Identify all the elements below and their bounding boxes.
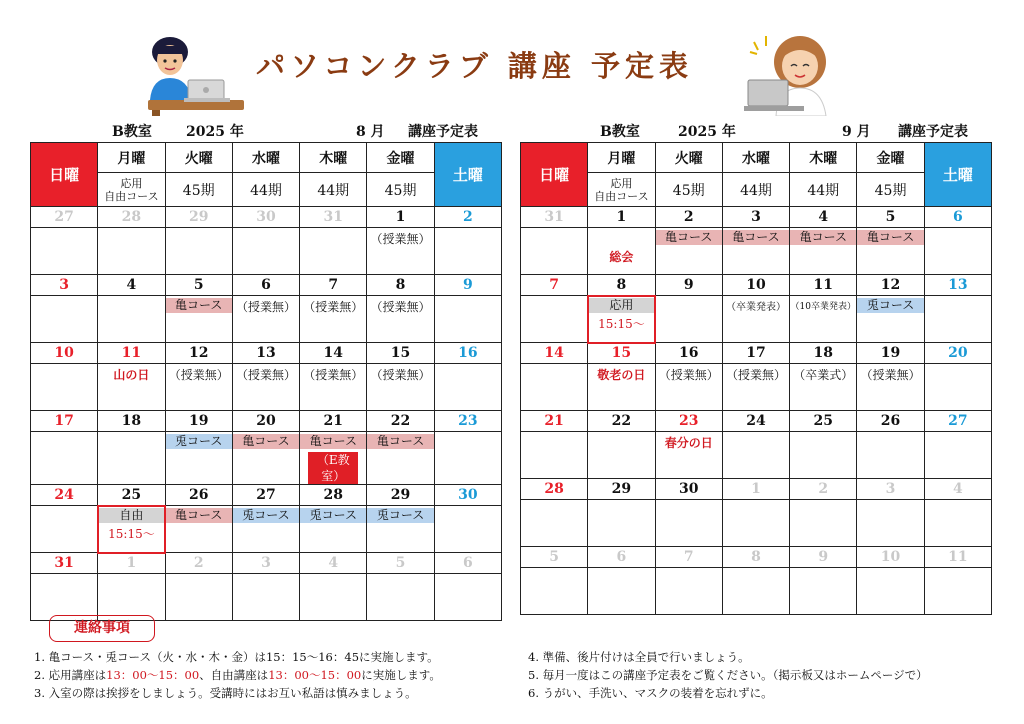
day-cell xyxy=(521,500,588,547)
weekday-header: 水曜 xyxy=(722,143,789,173)
date-number: 29 xyxy=(588,479,655,500)
day-event: （授業無） xyxy=(235,368,296,382)
date-number: 18 xyxy=(98,411,165,432)
day-event: （授業無） xyxy=(370,232,431,246)
day-cell xyxy=(857,296,924,343)
day-content-row xyxy=(521,568,992,615)
course-type-line: 自由コース xyxy=(594,189,649,203)
day-event: （授業無） xyxy=(303,368,364,382)
date-number: 18 xyxy=(790,343,857,364)
term-cell: 45期 xyxy=(165,173,232,207)
date-number: 19 xyxy=(857,343,924,364)
day-event: （授業無） xyxy=(860,368,921,382)
day-cell xyxy=(790,364,857,411)
day-cell xyxy=(655,364,722,411)
date-number: 12 xyxy=(165,343,232,364)
date-number: 26 xyxy=(857,411,924,432)
day-cell xyxy=(857,500,924,547)
day-cell xyxy=(790,500,857,547)
day-cell xyxy=(300,364,367,411)
day-cell xyxy=(98,432,165,485)
date-number: 14 xyxy=(521,343,588,364)
date-number: 29 xyxy=(165,207,232,228)
day-cell xyxy=(588,296,655,343)
course-type-line: 自由コース xyxy=(104,189,159,203)
term-cell: 44期 xyxy=(300,173,367,207)
weekday-header-row xyxy=(521,143,992,173)
date-number: 31 xyxy=(521,207,588,228)
date-number: 28 xyxy=(521,479,588,500)
date-number: 12 xyxy=(857,275,924,296)
date-number: 8 xyxy=(722,547,789,568)
date-number: 5 xyxy=(367,553,434,574)
date-number: 27 xyxy=(232,485,299,506)
date-number: 5 xyxy=(521,547,588,568)
date-number: 9 xyxy=(655,275,722,296)
day-cell xyxy=(790,568,857,615)
weekday-header: 月曜 xyxy=(588,143,655,173)
day-content-row xyxy=(521,296,992,343)
day-content-row xyxy=(521,364,992,411)
date-number: 1 xyxy=(98,553,165,574)
date-number: 10 xyxy=(31,343,98,364)
september-header xyxy=(520,120,992,142)
date-number: 21 xyxy=(521,411,588,432)
course-type-cell xyxy=(98,173,165,207)
day-event: 亀コース xyxy=(166,508,232,523)
day-cell xyxy=(722,364,789,411)
date-number: 6 xyxy=(434,553,501,574)
day-content-row xyxy=(31,296,502,343)
date-number: 8 xyxy=(588,275,655,296)
date-number: 22 xyxy=(367,411,434,432)
date-number: 3 xyxy=(722,207,789,228)
day-cell xyxy=(924,500,991,547)
day-cell xyxy=(165,574,232,621)
day-event: 総会 xyxy=(609,250,634,264)
day-event: 兎コース xyxy=(300,508,366,523)
day-cell xyxy=(165,296,232,343)
notice-label: 連絡事項 xyxy=(49,615,155,642)
saturday-header: 土曜 xyxy=(434,143,501,207)
day-cell xyxy=(367,574,434,621)
weekday-header: 火曜 xyxy=(655,143,722,173)
day-cell xyxy=(98,506,165,553)
day-event: 春分の日 xyxy=(664,436,713,450)
date-number: 28 xyxy=(300,485,367,506)
date-number: 3 xyxy=(857,479,924,500)
day-cell xyxy=(655,432,722,479)
day-event: （卒業発表） xyxy=(725,302,786,313)
course-type-line: 応用 xyxy=(610,176,633,190)
term-cell: 45期 xyxy=(655,173,722,207)
woman-at-laptop-illustration xyxy=(744,28,840,116)
date-number: 16 xyxy=(434,343,501,364)
date-number: 30 xyxy=(434,485,501,506)
date-number: 31 xyxy=(300,207,367,228)
date-number-row xyxy=(521,275,992,296)
date-number-row xyxy=(31,411,502,432)
course-type-cell xyxy=(588,173,655,207)
day-event: （授業無） xyxy=(658,368,719,382)
date-number: 17 xyxy=(31,411,98,432)
note-segment: 、自由講座は xyxy=(199,668,269,682)
day-event: （授業無） xyxy=(725,368,786,382)
day-cell xyxy=(31,506,98,553)
day-cell xyxy=(434,296,501,343)
date-number: 9 xyxy=(790,547,857,568)
day-event: 亀コース xyxy=(656,230,722,245)
date-number: 4 xyxy=(300,553,367,574)
weekday-header: 金曜 xyxy=(367,143,434,173)
start-time: 15:15～ xyxy=(108,527,155,541)
date-number-row xyxy=(521,343,992,364)
day-event: 亀コース xyxy=(300,434,366,449)
day-cell xyxy=(434,506,501,553)
day-cell xyxy=(790,228,857,275)
day-cell xyxy=(300,574,367,621)
day-cell xyxy=(300,432,367,485)
august-calendar xyxy=(30,120,502,621)
date-number: 20 xyxy=(232,411,299,432)
note-line: 5. 毎月一度はこの講座予定表をご覧ください。（掲示板又はホームページで） xyxy=(528,668,928,682)
day-cell xyxy=(521,432,588,479)
day-cell xyxy=(722,296,789,343)
date-number: 6 xyxy=(588,547,655,568)
weekday-header: 水曜 xyxy=(232,143,299,173)
date-number-row xyxy=(521,547,992,568)
august-year: 2025 年 xyxy=(186,124,244,140)
day-cell xyxy=(98,574,165,621)
day-cell xyxy=(588,228,655,275)
day-cell xyxy=(31,364,98,411)
date-number: 2 xyxy=(790,479,857,500)
day-cell xyxy=(857,432,924,479)
term-cell: 44期 xyxy=(722,173,789,207)
date-number: 2 xyxy=(434,207,501,228)
day-event: 兎コース xyxy=(367,508,433,523)
day-cell xyxy=(588,432,655,479)
date-number: 14 xyxy=(300,343,367,364)
day-content-row xyxy=(31,432,502,485)
date-number: 10 xyxy=(857,547,924,568)
day-cell xyxy=(722,568,789,615)
day-content-row xyxy=(521,432,992,479)
day-cell xyxy=(857,568,924,615)
date-number-row xyxy=(31,207,502,228)
note-line xyxy=(34,666,441,684)
date-number: 22 xyxy=(588,411,655,432)
room-badge: （E教室） xyxy=(308,452,358,484)
day-cell xyxy=(232,296,299,343)
date-number-row xyxy=(31,275,502,296)
september-grid xyxy=(520,142,992,615)
date-number: 4 xyxy=(924,479,991,500)
day-event: （授業無） xyxy=(235,300,296,314)
day-cell xyxy=(655,500,722,547)
day-event: （卒業式） xyxy=(793,368,854,382)
day-cell xyxy=(367,228,434,275)
day-cell xyxy=(98,228,165,275)
day-cell xyxy=(924,228,991,275)
day-event: 敬老の日 xyxy=(597,368,646,382)
day-cell xyxy=(521,364,588,411)
day-cell xyxy=(367,506,434,553)
date-number: 1 xyxy=(588,207,655,228)
day-cell xyxy=(367,432,434,485)
date-number: 31 xyxy=(31,553,98,574)
day-cell xyxy=(722,432,789,479)
date-number: 2 xyxy=(655,207,722,228)
day-cell xyxy=(924,432,991,479)
course-type-line: 応用 xyxy=(120,176,143,190)
day-content-row xyxy=(521,228,992,275)
day-cell xyxy=(521,296,588,343)
day-cell xyxy=(300,228,367,275)
date-number: 15 xyxy=(588,343,655,364)
date-number: 11 xyxy=(98,343,165,364)
september-room: B教室 xyxy=(600,124,640,140)
start-time: 15:15～ xyxy=(598,317,645,331)
september-calendar xyxy=(520,120,992,615)
day-event: 亀コース xyxy=(723,230,789,245)
day-cell xyxy=(232,574,299,621)
day-cell xyxy=(31,574,98,621)
date-number: 6 xyxy=(232,275,299,296)
day-cell xyxy=(924,296,991,343)
day-cell xyxy=(588,500,655,547)
day-cell xyxy=(722,500,789,547)
date-number: 13 xyxy=(924,275,991,296)
day-cell xyxy=(232,364,299,411)
date-number: 26 xyxy=(165,485,232,506)
weekday-header: 火曜 xyxy=(165,143,232,173)
day-cell xyxy=(521,568,588,615)
day-content-row xyxy=(31,364,502,411)
date-number-row xyxy=(521,411,992,432)
day-event: 応用 xyxy=(588,298,654,313)
august-header xyxy=(30,120,502,142)
sunday-header: 日曜 xyxy=(31,143,98,207)
date-number: 11 xyxy=(790,275,857,296)
date-number-row xyxy=(31,343,502,364)
day-cell xyxy=(857,364,924,411)
day-event: 亀コース xyxy=(857,230,923,245)
day-event: 兎コース xyxy=(166,434,232,449)
day-cell xyxy=(434,364,501,411)
day-cell xyxy=(924,568,991,615)
date-number: 10 xyxy=(722,275,789,296)
day-cell xyxy=(367,364,434,411)
day-cell xyxy=(232,228,299,275)
date-number: 23 xyxy=(434,411,501,432)
note-line: 6. うがい、手洗い、マスクの装着を忘れずに。 xyxy=(528,686,773,700)
august-label: 講座予定表 xyxy=(408,124,478,140)
august-month: 8 月 xyxy=(356,124,385,140)
day-cell xyxy=(367,296,434,343)
date-number: 6 xyxy=(924,207,991,228)
term-row xyxy=(521,173,992,207)
note-line xyxy=(34,648,441,666)
day-event: 兎コース xyxy=(857,298,923,313)
date-number: 4 xyxy=(98,275,165,296)
day-cell xyxy=(434,228,501,275)
day-cell xyxy=(165,506,232,553)
day-event: 亀コース xyxy=(166,298,232,313)
day-cell xyxy=(300,296,367,343)
date-number: 9 xyxy=(434,275,501,296)
date-number: 24 xyxy=(722,411,789,432)
day-content-row xyxy=(31,506,502,553)
note-segment: 3. 入室の際は挨拶をしましょう。受講時にはお互い私語は慎みましょう。 xyxy=(34,686,417,700)
date-number: 7 xyxy=(521,275,588,296)
date-number: 1 xyxy=(722,479,789,500)
note-segment: 13：00～15：00 xyxy=(106,668,200,682)
date-number: 2 xyxy=(165,553,232,574)
day-cell xyxy=(588,364,655,411)
weekday-header: 木曜 xyxy=(300,143,367,173)
day-cell xyxy=(655,228,722,275)
day-content-row xyxy=(31,228,502,275)
day-event: 山の日 xyxy=(113,368,150,382)
date-number-row xyxy=(521,479,992,500)
date-number: 23 xyxy=(655,411,722,432)
date-number: 19 xyxy=(165,411,232,432)
day-cell xyxy=(790,296,857,343)
day-event: （授業無） xyxy=(168,368,229,382)
date-number: 8 xyxy=(367,275,434,296)
date-number: 15 xyxy=(367,343,434,364)
term-cell: 44期 xyxy=(232,173,299,207)
weekday-header: 木曜 xyxy=(790,143,857,173)
day-event: 亀コース xyxy=(790,230,856,245)
day-cell xyxy=(924,364,991,411)
date-number: 20 xyxy=(924,343,991,364)
note-line: 4. 準備、後片付けは全員で行いましょう。 xyxy=(528,650,750,664)
notes-right xyxy=(528,648,928,702)
date-number: 17 xyxy=(722,343,789,364)
date-number-row xyxy=(521,207,992,228)
day-cell xyxy=(232,432,299,485)
date-number: 13 xyxy=(232,343,299,364)
day-event: （10卒業発表） xyxy=(790,302,856,312)
date-number: 7 xyxy=(300,275,367,296)
term-cell: 45期 xyxy=(857,173,924,207)
day-cell xyxy=(98,364,165,411)
day-cell xyxy=(165,228,232,275)
day-cell xyxy=(232,506,299,553)
date-number: 5 xyxy=(857,207,924,228)
day-cell xyxy=(790,432,857,479)
september-month: 9 月 xyxy=(842,124,871,140)
date-number: 30 xyxy=(232,207,299,228)
date-number: 11 xyxy=(924,547,991,568)
date-number: 4 xyxy=(790,207,857,228)
september-label: 講座予定表 xyxy=(898,124,968,140)
date-number: 25 xyxy=(98,485,165,506)
term-cell: 44期 xyxy=(790,173,857,207)
day-event: 亀コース xyxy=(367,434,433,449)
date-number: 5 xyxy=(165,275,232,296)
day-cell xyxy=(31,228,98,275)
day-cell xyxy=(588,568,655,615)
date-number: 3 xyxy=(232,553,299,574)
date-number: 1 xyxy=(367,207,434,228)
sunday-header: 日曜 xyxy=(521,143,588,207)
weekday-header-row xyxy=(31,143,502,173)
august-grid xyxy=(30,142,502,621)
note-segment: 1. 亀コース・兎コース（火・水・木・金）は15：15～16：45に実施します。 xyxy=(34,650,439,664)
day-event: 自由 xyxy=(98,508,164,523)
day-cell xyxy=(655,568,722,615)
day-content-row xyxy=(521,500,992,547)
day-cell xyxy=(98,296,165,343)
weekday-header: 月曜 xyxy=(98,143,165,173)
day-cell xyxy=(722,228,789,275)
date-number-row xyxy=(31,485,502,506)
man-at-laptop-illustration xyxy=(140,28,248,116)
date-number: 3 xyxy=(31,275,98,296)
day-event: （授業無） xyxy=(303,300,364,314)
saturday-header: 土曜 xyxy=(924,143,991,207)
date-number: 24 xyxy=(31,485,98,506)
day-cell xyxy=(857,228,924,275)
september-year: 2025 年 xyxy=(678,124,736,140)
day-cell xyxy=(31,432,98,485)
day-cell xyxy=(300,506,367,553)
note-line xyxy=(34,684,441,702)
note-segment: 2. 応用講座は xyxy=(34,668,107,682)
day-cell xyxy=(434,574,501,621)
date-number-row xyxy=(31,553,502,574)
note-segment: 13：00～15：00 xyxy=(268,668,362,682)
date-number: 27 xyxy=(924,411,991,432)
date-number: 27 xyxy=(31,207,98,228)
term-row xyxy=(31,173,502,207)
august-room: B教室 xyxy=(112,124,152,140)
day-cell xyxy=(31,296,98,343)
date-number: 7 xyxy=(655,547,722,568)
date-number: 29 xyxy=(367,485,434,506)
date-number: 30 xyxy=(655,479,722,500)
day-cell xyxy=(165,432,232,485)
day-event: 亀コース xyxy=(233,434,299,449)
date-number: 16 xyxy=(655,343,722,364)
date-number: 28 xyxy=(98,207,165,228)
notes-left xyxy=(34,648,441,702)
day-event: （授業無） xyxy=(370,368,431,382)
day-content-row xyxy=(31,574,502,621)
day-cell xyxy=(165,364,232,411)
term-cell: 45期 xyxy=(367,173,434,207)
day-event: （授業無） xyxy=(370,300,431,314)
day-event: 兎コース xyxy=(233,508,299,523)
day-cell xyxy=(521,228,588,275)
page-title: パソコンクラブ 講座 予定表 xyxy=(256,49,694,83)
note-segment: に実施します。 xyxy=(361,668,441,682)
weekday-header: 金曜 xyxy=(857,143,924,173)
day-cell xyxy=(434,432,501,485)
date-number: 25 xyxy=(790,411,857,432)
day-cell xyxy=(655,296,722,343)
date-number: 21 xyxy=(300,411,367,432)
